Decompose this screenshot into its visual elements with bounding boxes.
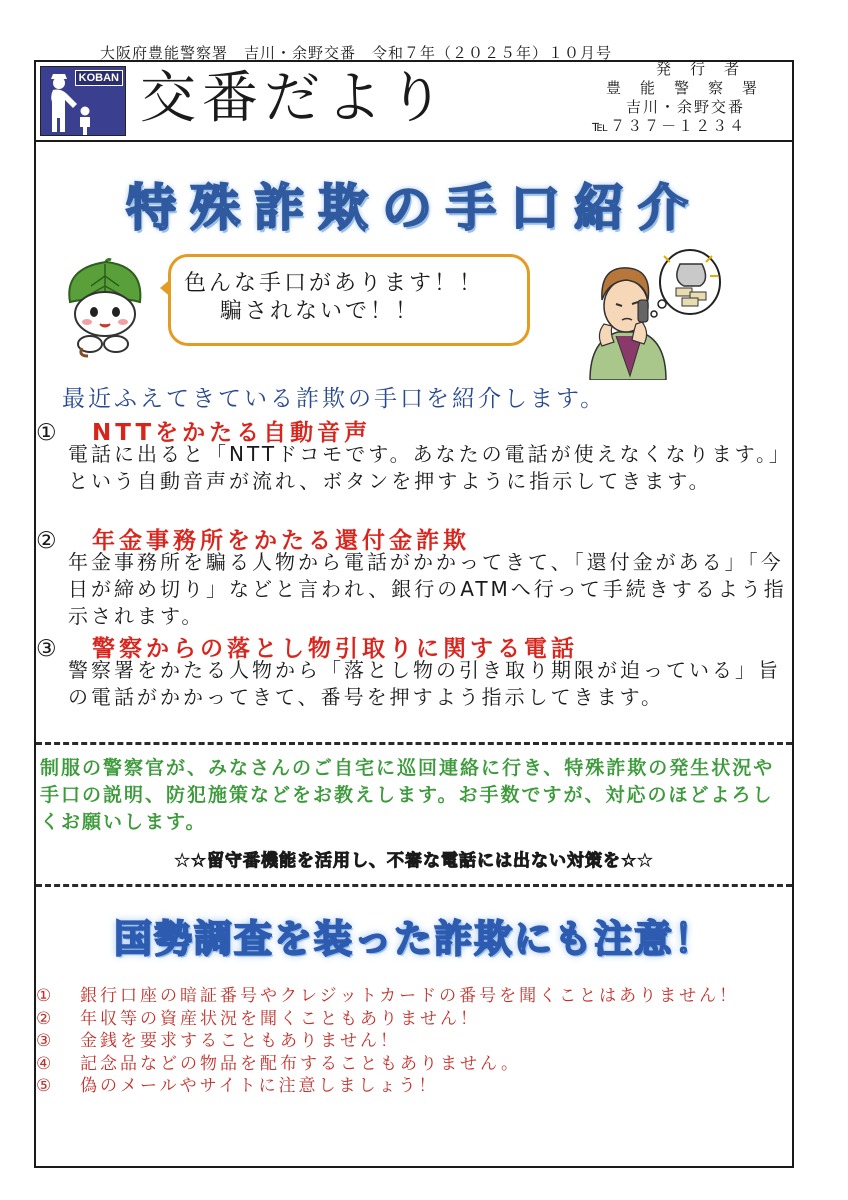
section-title-census-fraud: 国勢調査を装った詐欺にも注意！	[113, 916, 714, 961]
list-text: 金銭を要求することもありません！	[80, 1031, 400, 1051]
method-number: ①	[36, 420, 57, 446]
bubble-line: 騙されないで！！	[220, 299, 421, 324]
list-number: ②	[36, 1008, 55, 1029]
section-title-fraud-methods: 特殊詐欺の手口紹介	[126, 178, 702, 237]
publisher-line: 吉川・余野交番	[626, 98, 746, 116]
publisher-line: 豊 能 警 察 署	[606, 79, 760, 97]
list-number: ④	[36, 1053, 55, 1074]
publisher-block	[584, 60, 784, 136]
list-text: 年収等の資産状況を聞くこともありません！	[80, 1008, 480, 1029]
method-description: 警察署をかたる人物から「落とし物の引き取り期限が迫っている」旨の電話がかかってきて、番号を押すよう指示してきます。	[68, 658, 781, 709]
method-number: ②	[36, 528, 57, 554]
list-text: 記念品などの物品を配布することもありません。	[80, 1053, 522, 1074]
census-warning-list	[36, 985, 788, 1098]
list-item	[36, 1030, 788, 1053]
publisher-line: 発 行 者	[656, 60, 742, 78]
issue-line: 大阪府豊能警察署 吉川・余野交番 令和７年（２０２５年）１０月号	[100, 44, 613, 62]
list-number: ⑤	[36, 1076, 55, 1096]
method-title: 年金事務所をかたる還付金詐欺	[92, 528, 470, 554]
method-title: NTTをかたる自動音声	[92, 420, 372, 446]
answering-machine-banner: ★☆留守番機能を活用し、不審な電話には出ない対策を☆★	[174, 851, 654, 871]
method-description: 電話に出ると「NTTドコモです。あなたの電話が使えなくなります。」という自動音声が流れ、ボタンを押すように指示してきます。	[68, 442, 783, 493]
list-item	[36, 1008, 788, 1031]
list-item	[36, 1075, 788, 1098]
dashed-divider	[36, 742, 792, 745]
method-description: 年金事務所を騙る人物から電話がかかってきて、「還付金がある」「今日が締め切り」などと言われ、銀行のATMへ行って手続きするよう指示されます。	[68, 550, 787, 628]
speech-bubble-text	[184, 270, 484, 326]
bubble-line: 色んな手口があります！！	[184, 271, 485, 296]
worried-woman-phone-icon	[582, 240, 722, 384]
method-title: 警察からの落とし物引取りに関する電話	[92, 636, 578, 662]
list-number: ③	[36, 1031, 55, 1051]
patrol-notice: 制服の警察官が、みなさんのご自宅に巡回連絡に行き、特殊詐欺の発生状況や手口の説明、防犯施策などをお教えします。お手数ですが、対応のほどよろしくお願いします。	[40, 757, 775, 833]
list-item	[36, 1053, 788, 1076]
publisher-phone: ℡７３７－１２３４	[592, 117, 747, 135]
leaf-mascot-icon	[60, 258, 150, 362]
logo-badge: KOBAN	[75, 70, 123, 86]
list-text: 偽のメールやサイトに注意しましょう！	[80, 1076, 439, 1096]
koban-logo-icon	[40, 66, 126, 136]
masthead-title: 交番だより	[140, 66, 450, 131]
dashed-divider	[36, 884, 792, 887]
list-number: ①	[36, 986, 55, 1006]
list-item	[36, 985, 788, 1008]
intro-text: 最近ふえてきている詐欺の手口を紹介します。	[62, 386, 607, 412]
list-text: 銀行口座の暗証番号やクレジットカードの番号を聞くことはありません！	[80, 986, 740, 1006]
method-number: ③	[36, 636, 57, 662]
masthead-header	[34, 60, 794, 142]
